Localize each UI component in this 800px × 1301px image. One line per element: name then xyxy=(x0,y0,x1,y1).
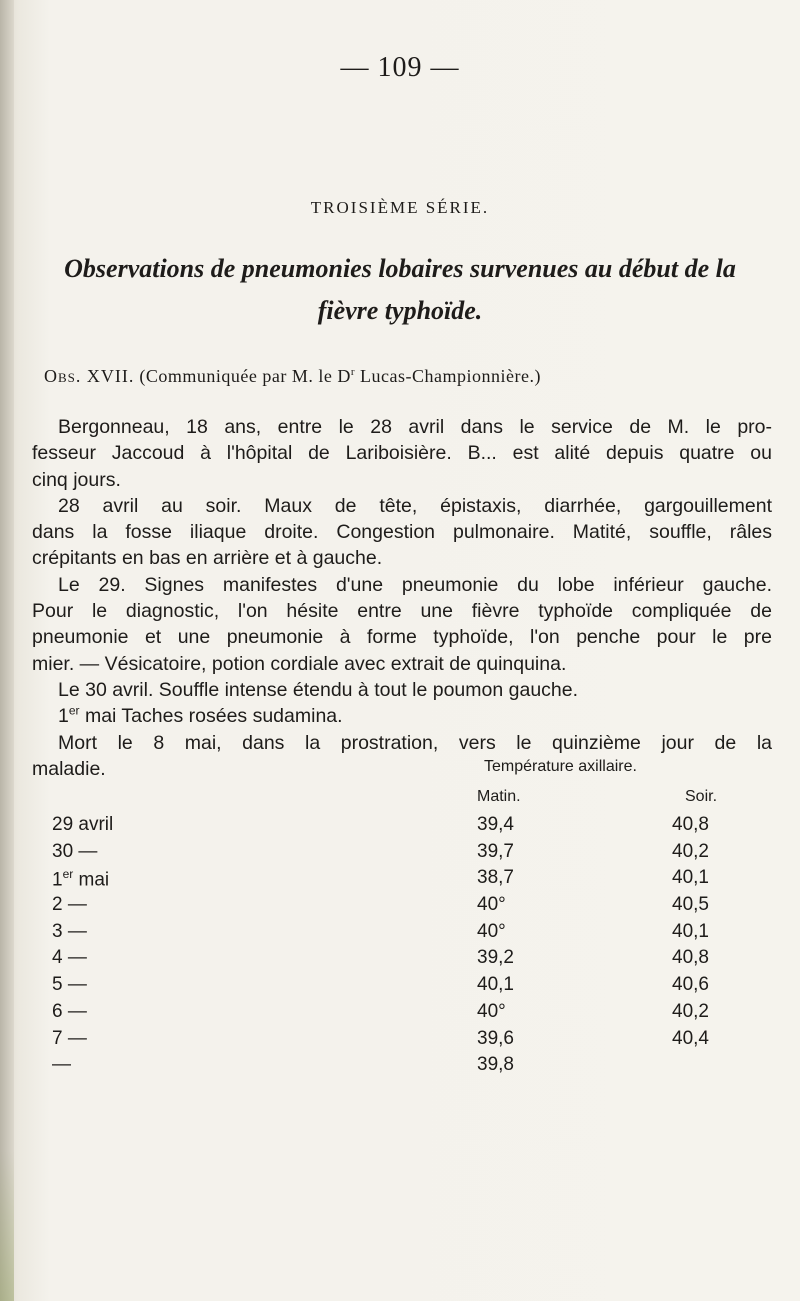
row-morning-temp: 38,7 xyxy=(477,867,514,889)
row-evening-temp: 40,8 xyxy=(672,814,709,835)
row-evening-temp: 40,5 xyxy=(672,894,709,916)
observation-credit: (Communiquée par M. le $D^r$ Lucas-Championnière.) xyxy=(139,366,541,386)
text-line: crépitants en bas en arrière et à gauche. xyxy=(32,547,383,570)
table-row xyxy=(0,894,800,921)
column-header-evening: Soir. xyxy=(685,788,718,805)
table-row xyxy=(0,1001,800,1028)
row-evening-temp: 40,1 xyxy=(672,920,709,942)
temperature-table-title: Température axillaire. xyxy=(484,758,637,775)
row-evening-temp: 40,2 xyxy=(672,1000,709,1022)
row-morning-temp: 40° xyxy=(477,1000,506,1022)
row-date: — xyxy=(52,1054,71,1076)
text-line: Le 30 avril. Souffle intense étendu à tout le poumon gauche. xyxy=(58,678,579,701)
row-morning-temp: 39,8 xyxy=(477,1054,514,1076)
table-row xyxy=(0,921,800,948)
text-line: 28 avril au soir. Maux de tête, épistaxis, diarrhée, gargouillement xyxy=(58,494,772,517)
table-row xyxy=(0,974,800,1001)
text-line: cinq jours. xyxy=(32,468,121,491)
text-line: Pour le diagnostic, l'on hésite entre une fièvre typhoïde compliquée de xyxy=(32,600,772,623)
row-date: 29 avril xyxy=(52,814,114,835)
section-title xyxy=(40,248,760,332)
row-morning-temp: 39,2 xyxy=(477,947,514,969)
table-row xyxy=(0,1028,800,1055)
row-date: 6 — xyxy=(52,1000,87,1022)
table-row xyxy=(0,814,800,841)
text-line: mier. — Vésicatoire, potion cordiale avec extrait de quinquina. xyxy=(32,652,567,675)
row-evening-temp: 40,1 xyxy=(672,867,709,889)
page-number: — 109 — xyxy=(340,52,460,83)
text-line: fesseur Jaccoud à l'hôpital de Lariboisière. B... est alité depuis quatre ou xyxy=(32,442,772,465)
row-date: 3 — xyxy=(52,920,87,942)
table-row xyxy=(0,947,800,974)
row-morning-temp: 39,4 xyxy=(477,814,514,835)
observation-label: Obs. XVII. xyxy=(44,366,135,386)
row-date: 30 — xyxy=(52,840,98,862)
row-morning-temp: 40° xyxy=(477,894,506,916)
column-header-morning: Matin. xyxy=(477,788,521,805)
table-row xyxy=(0,1054,800,1081)
row-date: 1er mai xyxy=(52,867,110,891)
row-date: 2 — xyxy=(52,894,87,916)
row-date: 7 — xyxy=(52,1027,87,1049)
text-line: maladie. xyxy=(32,757,106,780)
text-line: Le 29. Signes manifestes d'une pneumonie du lobe inférieur gauche. xyxy=(58,573,772,596)
temperature-table xyxy=(0,814,800,1081)
page-spine-shadow xyxy=(0,0,14,1301)
row-morning-temp: 39,7 xyxy=(477,840,514,862)
row-morning-temp: 40,1 xyxy=(477,974,514,996)
text-line: Bergonneau, 18 ans, entre le 28 avril dans le service de M. le pro- xyxy=(58,416,772,438)
series-title: TROISIÈME SÉRIE. xyxy=(310,198,490,217)
observation-heading xyxy=(44,366,541,387)
row-date: 4 — xyxy=(52,947,87,969)
observation-body xyxy=(32,414,772,782)
page-edge-stain xyxy=(0,1151,14,1301)
section-title-line: Observations de pneumonies lobaires survenues au début de la xyxy=(64,254,736,283)
row-evening-temp: 40,6 xyxy=(672,974,709,996)
table-row xyxy=(0,841,800,868)
section-title-line: fièvre typhoïde. xyxy=(317,296,483,325)
row-morning-temp: 40° xyxy=(477,920,506,942)
row-morning-temp: 39,6 xyxy=(477,1027,514,1049)
row-evening-temp: 40,4 xyxy=(672,1027,709,1049)
text-line: pneumonie et une pneumonie à forme typhoïde, l'on penche pour le pre xyxy=(32,626,772,649)
text-line: 1er mai Taches rosées sudamina. xyxy=(58,703,343,728)
text-line: dans la fosse iliaque droite. Congestion pulmonaire. Matité, souffle, râles xyxy=(32,521,772,544)
row-evening-temp: 40,8 xyxy=(672,947,709,969)
table-row xyxy=(0,867,800,894)
row-evening-temp: 40,2 xyxy=(672,840,709,862)
row-date: 5 — xyxy=(52,974,87,996)
text-line: Mort le 8 mai, dans la prostration, vers le quinzième jour de la xyxy=(58,731,772,754)
